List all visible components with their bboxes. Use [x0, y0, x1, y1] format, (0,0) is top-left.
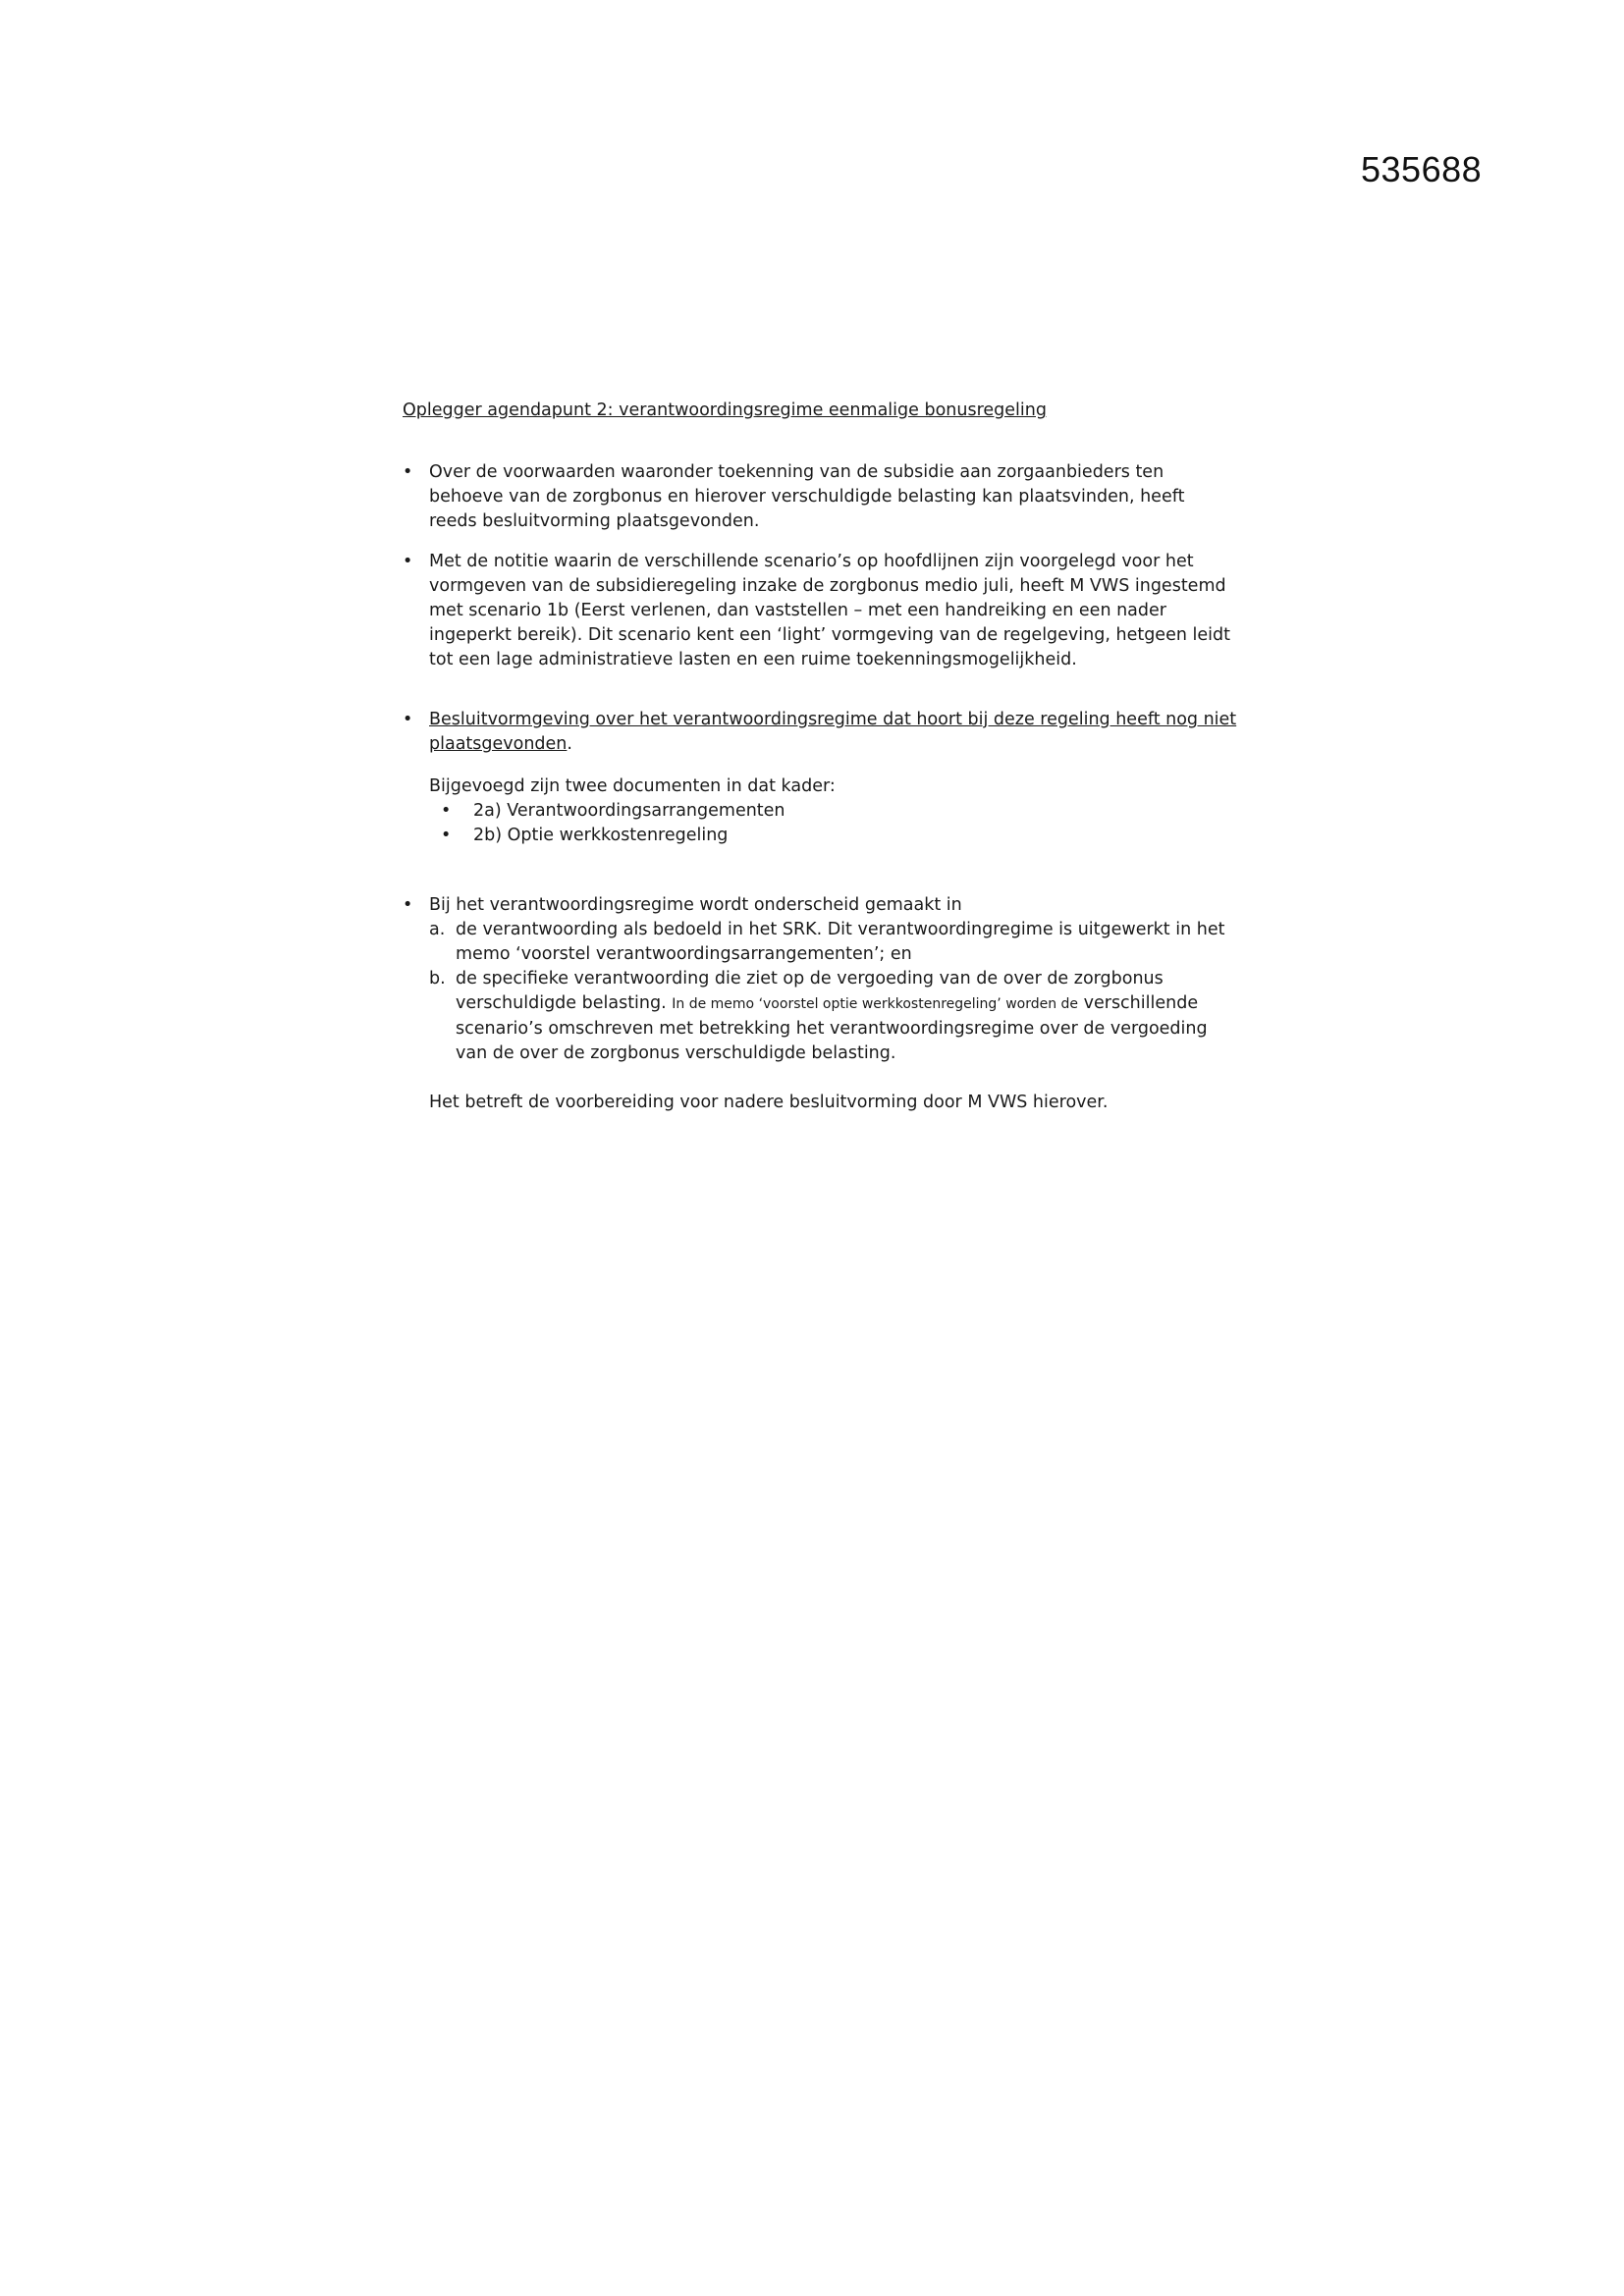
attachments-list [429, 799, 1237, 848]
bullet-item-3 [403, 708, 1237, 848]
lettered-list [403, 918, 1237, 1066]
list-item-text: de verantwoording als bedoeld in het SRK. Dit verantwoordingregime is uitgewerkt in het memo ‘voorstel verantwoordingsarrangementen’; en [456, 920, 1225, 964]
list-item-text-small: In de memo ‘voorstel optie werkkostenregeling’ worden de [672, 996, 1079, 1012]
bullet-icon: • [441, 826, 452, 845]
list-letter: a. [429, 920, 446, 939]
list-item-text-rest: verschillende scenario’s omschreven met betrekking het verantwoordingsregime over de vergoeding van de over de zorgbonus verschuldigde belasting. [456, 993, 1208, 1063]
bullet-item-2 [403, 550, 1237, 672]
attachment-label: 2a) Verantwoordingsarrangementen [473, 801, 785, 821]
bullet-icon: • [403, 710, 413, 729]
bullet-item-4 [403, 893, 1237, 1115]
list-item-a [403, 918, 1237, 967]
bullet-text: Bij het verantwoordingsregime wordt onderscheid gemaakt in [429, 895, 962, 915]
list-item-text: de specifieke verantwoording die ziet op de vergoeding van de over de zorgbonus verschuldigde belasting. [456, 969, 1164, 1013]
attachment-label: 2b) Optie werkkostenregeling [473, 826, 729, 845]
document-number: 535688 [1361, 149, 1483, 189]
list-item-b [403, 967, 1237, 1066]
bullet-icon: • [403, 462, 413, 482]
bullet-text: Met de notitie waarin de verschillende scenario’s op hoofdlijnen zijn voorgelegd voor het vormgeven van de subsidieregeling inzake de zorgbonus medio juli, heeft M VWS ingestemd met scenario 1b (Eerst verlenen, dan vaststellen – met een handreiking en een nader ingeperkt bereik). Dit scenario kent een ‘light’ vormgeving van de regelgeving, hetgeen leidt tot een lage administratieve lasten en een ruime toekenningsmogelijkheid. [429, 552, 1230, 669]
bullet-text: Over de voorwaarden waaronder toekenning van de subsidie aan zorgaanbieders ten behoeve van de zorgbonus en hierover verschuldigde belasting kan plaatsvinden, heeft reeds besluitvorming plaatsgevonden. [429, 462, 1185, 531]
bullet-icon: • [403, 552, 413, 571]
bullet-icon: • [403, 895, 413, 915]
list-item [441, 824, 1237, 848]
list-letter: b. [429, 969, 446, 988]
attachments-intro: Bijgevoegd zijn twee documenten in dat kader: [429, 776, 836, 796]
list-item [441, 799, 1237, 824]
document-title: Oplegger agendapunt 2: verantwoordingsregime eenmalige bonusregeling [403, 400, 1047, 420]
document-body [403, 399, 1237, 1131]
bullet-item-1 [403, 460, 1237, 534]
bullet-text-underlined: Besluitvormgeving over het verantwoordingsregime dat hoort bij deze regeling heeft nog niet plaatsgevonden [429, 710, 1237, 754]
closing-remark: Het betreft de voorbereiding voor nadere besluitvorming door M VWS hierover. [429, 1093, 1109, 1112]
bullet-text-tail: . [567, 734, 572, 754]
bullet-icon: • [441, 801, 452, 821]
